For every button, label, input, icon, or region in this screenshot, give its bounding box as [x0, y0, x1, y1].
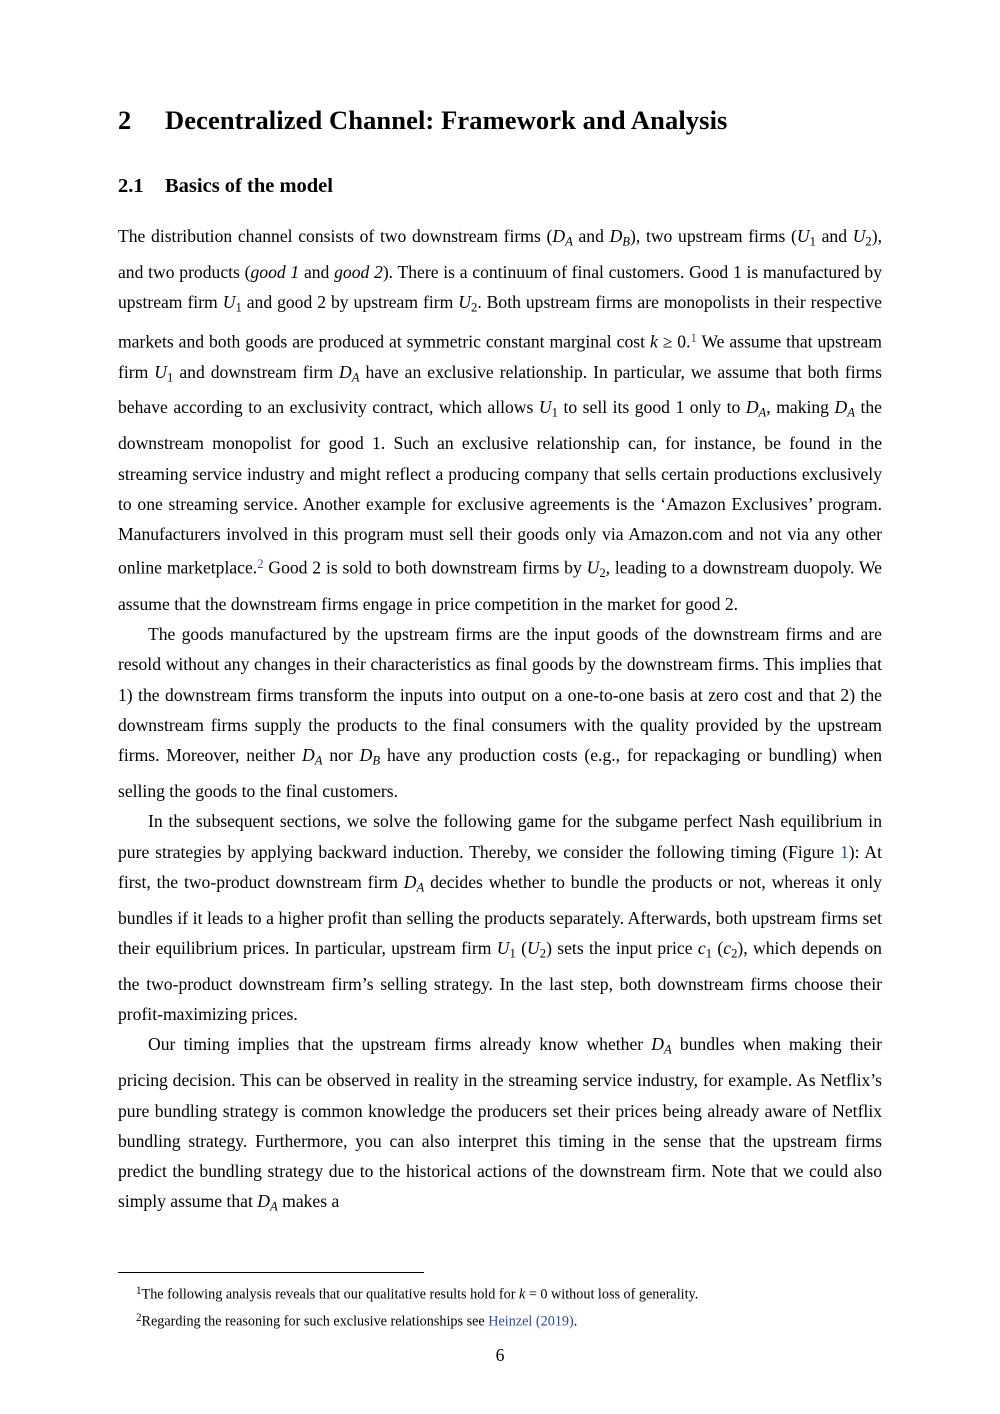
body-text: [118, 221, 882, 1222]
subsection-number: 2.1: [118, 175, 144, 197]
section-number: 2: [118, 105, 132, 135]
footnotes: [118, 1280, 882, 1333]
footnote-separator: [118, 1272, 424, 1273]
footnote-2: [118, 1307, 882, 1334]
footnote-2-text: Regarding the reasoning for such exclusive relationships see: [141, 1313, 489, 1330]
subsection-heading-text: Basics of the model: [165, 175, 333, 197]
paragraph-3: In the subsequent sections, we solve the following game for the subgame perfect Nash equilibrium in pure strategies by applying backward induction. Thereby, we consider the following timing (Figure 1): At first, the two-product downstream firm $D_A$ decides whether to bundle the products or not, whereas it only bundles if it leads to a higher profit than selling the products separately. Afterwards, both upstream firms set their equilibrium prices. In particular, upstream firm $U_1$ $(U_2)$ sets the input price $c_1$ $(c_2)$, which depends on the two-product downstream firm’s selling strategy. In the last step, both downstream firms choose their profit-maximizing prices.: [118, 811, 882, 1025]
page-number: 6: [495, 1345, 505, 1365]
paragraph-1: The distribution channel consists of two downstream firms ($D_A$ and $D_B$), two upstream firms ($U_1$ and $U_2$), and two products (good 1 and good 2). There is a continuum of final customers. Good 1 is manufactured by upstream firm $U_1$ and good 2 by upstream firm $U_2$. Both upstream firms are monopolists in their respective markets and both goods are produced at symmetric constant marginal cost k ≥ 0.$^1$ We assume that upstream firm $U_1$ and downstream firm $D_A$ have an exclusive relationship. In particular, we assume that both firms behave according to an exclusivity contract, which allows $U_1$ to sell its good 1 only to $D_A$, making $D_A$ the downstream monopolist for good 1. Such an exclusive relationship can, for instance, be found in the streaming service industry and might reflect a producing company that sells certain productions exclusively to one streaming service. Another example for exclusive agreements is the ‘Amazon Exclusives’ program. Manufacturers involved in this program must sell their goods only via Amazon.com and not via any other online marketplace.$^2$ Good 2 is sold to both downstream firms by $U_2$, leading to a downstream duopoly. We assume that the downstream firms engage in price competition in the market for good 2.: [118, 226, 883, 614]
subsection-heading: [118, 175, 333, 198]
document-page: [118, 0, 882, 1414]
section-heading-text: Decentralized Channel: Framework and Analysis: [165, 105, 728, 135]
footnote-1-marker: 1: [136, 1285, 142, 1297]
footnote-marker-1[interactable]: 1: [690, 330, 697, 345]
citation-year: (2019): [535, 1313, 574, 1330]
citation-link-heinzel[interactable]: [488, 1313, 574, 1329]
citation-author: Heinzel: [488, 1313, 533, 1330]
footnote-1: $^1$The following analysis reveals that our qualitative results hold for k = 0 without loss of generality.: [136, 1285, 699, 1303]
footnote-marker-2[interactable]: 2: [257, 557, 264, 572]
paragraph-2: The goods manufactured by the upstream firms are the input goods of the downstream firms and are resold without any changes in their characteristics as final goods by the downstream firms. This implies that 1) the downstream firms transform the inputs into output on a one-to-one basis at zero cost and that 2) the downstream firms supply the products to the final consumers with the quality provided by the upstream firms. Moreover, neither $D_A$ nor $D_B$ have any production costs (e.g., for repackaging or bundling) when selling the goods to the final customers.: [118, 623, 882, 801]
section-heading: [118, 105, 727, 136]
paragraph-4: Our timing implies that the upstream firms already know whether $D_A$ bundles when making their pricing decision. This can be observed in reality in the streaming service industry, for example. As Netflix’s pure bundling strategy is common knowledge the producers set their prices being already aware of Netflix bundling strategy. Furthermore, you can also interpret this timing in the sense that the upstream firms predict the bundling strategy due to the historical actions of the downstream firm. Note that we could also simply assume that $D_A$ makes a: [118, 1034, 882, 1214]
footnote-2-text-end: .: [573, 1313, 578, 1330]
footnote-2-marker: 2: [136, 1311, 142, 1324]
figure-reference-link[interactable]: 1: [839, 841, 849, 862]
